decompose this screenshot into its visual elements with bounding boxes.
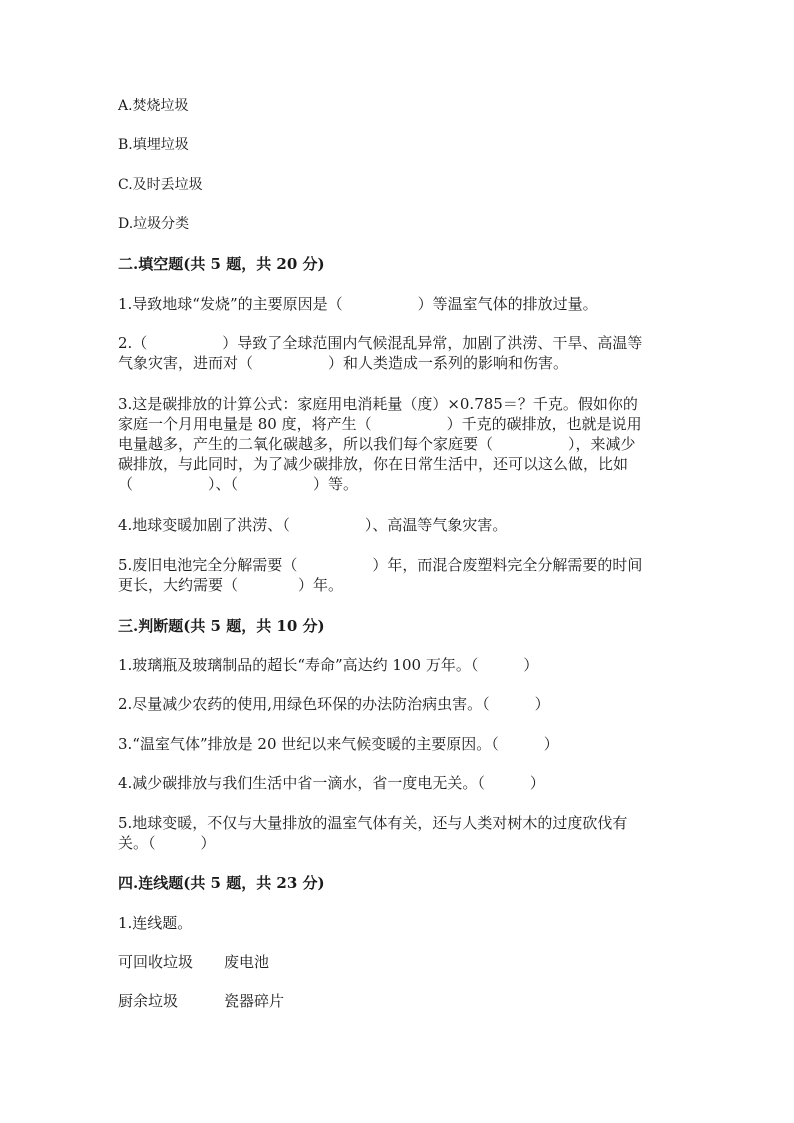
question-line: 1.导致地球“发烧”的主要原因是（ ）等温室气体的排放过量。 xyxy=(118,295,598,313)
option-b: B.填埋垃圾 xyxy=(118,137,189,153)
question-line: 关。（ ） xyxy=(118,834,216,852)
matching-row xyxy=(118,991,678,1011)
fill-question-1 xyxy=(118,294,678,314)
fill-question-4 xyxy=(118,515,678,535)
option-c: C.及时丢垃圾 xyxy=(118,177,203,193)
judge-question-4: 4.减少碳排放与我们生活中省一滴水，省一度电无关。（ ） xyxy=(118,774,545,792)
matching-right-item: 瓷器碎片 xyxy=(224,992,285,1010)
question-line: 更长，大约需要（ ）年。 xyxy=(118,576,344,594)
question-line: 家庭一个月用电量是 80 度，将产生（ ）千克的碳排放，也就是说用 xyxy=(118,415,642,433)
section-heading-matching: 四.连线题(共 5 题，共 23 分) xyxy=(118,874,325,892)
question-line: 电量越多，产生的二氧化碳越多，所以我们每个家庭要（ ），来减少 xyxy=(118,435,636,453)
fill-question-2 xyxy=(118,333,678,373)
judge-question-2: 2.尽量减少农药的使用,用绿色环保的办法防治病虫害。（ ） xyxy=(118,695,550,713)
judge-question-1: 1.玻璃瓶及玻璃制品的超长“寿命”高达约 100 万年。（ ） xyxy=(118,656,539,674)
question-line: 2.（ ）导致了全球范围内气候混乱异常，加剧了洪涝、干旱、高温等 xyxy=(118,334,643,352)
option-a: A.焚烧垃圾 xyxy=(118,98,189,114)
question-line: 气象灾害，进而对（ ）和人类造成一系列的影响和伤害。 xyxy=(118,354,569,372)
matching-left-item: 厨余垃圾 xyxy=(118,992,179,1010)
question-line: 碳排放，与此同时，为了减少碳排放，你在日常生活中，还可以这么做，比如 xyxy=(118,455,629,473)
matching-right-item: 废电池 xyxy=(224,953,270,971)
section-heading-true-false: 三.判断题(共 5 题，共 10 分) xyxy=(118,617,325,635)
judge-question-3: 3.“温室气体”排放是 20 世纪以来气候变暖的主要原因。（ ） xyxy=(118,735,559,753)
fill-question-5 xyxy=(118,555,678,595)
matching-left-item: 可回收垃圾 xyxy=(118,953,194,971)
fill-question-3 xyxy=(118,394,678,494)
question-line: （ ）、（ ）等。 xyxy=(118,475,359,493)
option-d: D.垃圾分类 xyxy=(118,216,190,232)
question-line: 4.地球变暖加剧了洪涝、（ ）、高温等气象灾害。 xyxy=(118,516,508,534)
question-line: 3.这是碳排放的计算公式：家庭用电消耗量（度）×0.785＝？千克。假如你的 xyxy=(118,395,638,413)
matching-question-1: 1.连线题。 xyxy=(118,914,193,932)
question-line: 5.地球变暖，不仅与大量排放的温室气体有关，还与人类对树木的过度砍伐有 xyxy=(118,814,628,832)
section-heading-fill-blank: 二.填空题(共 5 题，共 20 分) xyxy=(118,255,325,273)
question-line: 5.废旧电池完全分解需要（ ）年，而混合废塑料完全分解需要的时间 xyxy=(118,556,643,574)
matching-row xyxy=(118,952,678,972)
judge-question-5 xyxy=(118,813,678,853)
